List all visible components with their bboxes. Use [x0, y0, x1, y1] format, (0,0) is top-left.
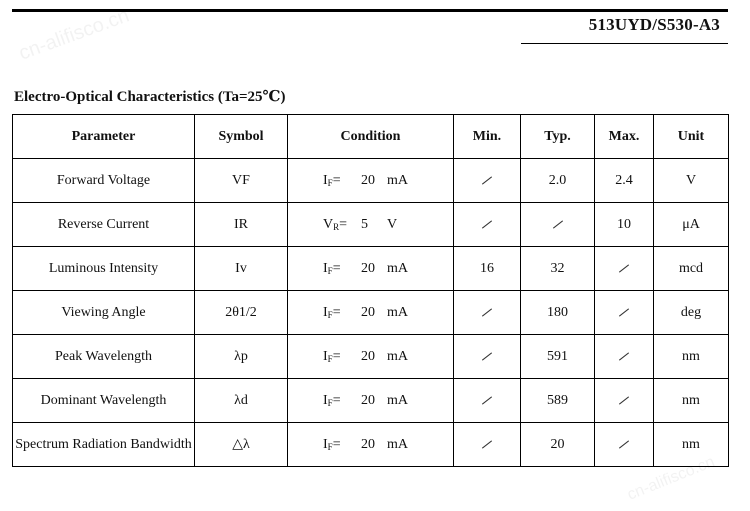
condition-unit: mA: [387, 392, 408, 408]
symbol-cell: △λ: [195, 423, 288, 467]
not-specified-slash: [482, 352, 492, 360]
typ-cell: 32: [521, 247, 595, 291]
column-header: Min.: [454, 115, 521, 159]
max-cell: [595, 379, 654, 423]
condition-unit: mA: [387, 436, 408, 452]
min-cell: [454, 335, 521, 379]
condition-symbol: [323, 349, 361, 365]
table-row: [13, 203, 729, 247]
not-specified-slash: [619, 308, 629, 316]
parameter-cell: Forward Voltage: [13, 159, 195, 203]
condition-variable: I: [323, 392, 328, 408]
condition-cell: [288, 423, 454, 467]
condition: [323, 437, 418, 453]
column-header: Unit: [654, 115, 729, 159]
condition-operator: =: [339, 216, 348, 232]
condition-operator: =: [332, 348, 341, 364]
condition: [323, 261, 418, 277]
unit-cell: nm: [654, 379, 729, 423]
watermark: cn-alifisco.cn: [16, 4, 133, 65]
parameter-cell: Spectrum Radiation Bandwidth: [13, 423, 195, 467]
condition-subscript: F: [327, 309, 333, 320]
parameter-cell: Peak Wavelength: [13, 335, 195, 379]
condition-unit: mA: [387, 260, 408, 276]
condition-subscript: F: [327, 441, 333, 452]
max-cell: 10: [595, 203, 654, 247]
condition-value: 20: [361, 436, 375, 452]
condition-cell: [288, 335, 454, 379]
symbol-cell: IR: [195, 203, 288, 247]
condition-value: 20: [361, 392, 375, 408]
condition-value: 20: [361, 304, 375, 320]
condition-symbol: [323, 217, 361, 233]
condition: [323, 393, 418, 409]
not-specified-slash: [619, 352, 629, 360]
condition-operator: =: [332, 304, 341, 320]
condition-variable: I: [323, 172, 328, 188]
typ-cell: 180: [521, 291, 595, 335]
table-row: [13, 335, 729, 379]
not-specified-slash: [482, 396, 492, 404]
not-specified-slash: [619, 396, 629, 404]
column-header: Typ.: [521, 115, 595, 159]
max-cell: [595, 247, 654, 291]
typ-cell: 591: [521, 335, 595, 379]
condition-subscript: R: [333, 221, 340, 232]
condition-symbol: [323, 393, 361, 409]
unit-cell: mcd: [654, 247, 729, 291]
not-specified-slash: [619, 264, 629, 272]
condition-unit: mA: [387, 348, 408, 364]
symbol-cell: Iv: [195, 247, 288, 291]
min-cell: [454, 379, 521, 423]
column-header: Condition: [288, 115, 454, 159]
condition-operator: =: [332, 436, 341, 452]
typ-cell: 589: [521, 379, 595, 423]
part-number-underline: [521, 43, 728, 44]
column-header: Max.: [595, 115, 654, 159]
min-cell: [454, 423, 521, 467]
part-number: 513UYD/S530-A3: [588, 15, 720, 34]
condition: [323, 349, 418, 365]
condition-symbol: [323, 173, 361, 189]
condition-value: 20: [361, 260, 375, 276]
symbol-cell: λd: [195, 379, 288, 423]
condition: [323, 305, 418, 321]
max-cell: [595, 291, 654, 335]
condition-value: 20: [361, 348, 375, 364]
condition-subscript: F: [327, 265, 333, 276]
symbol-cell: VF: [195, 159, 288, 203]
condition-cell: [288, 291, 454, 335]
symbol-cell: λp: [195, 335, 288, 379]
column-header: Symbol: [195, 115, 288, 159]
condition: [323, 217, 418, 233]
watermark: cn-alifisco.cn: [625, 453, 718, 504]
condition-symbol: [323, 305, 361, 321]
parameter-cell: Viewing Angle: [13, 291, 195, 335]
condition-variable: V: [323, 216, 334, 232]
min-cell: [454, 291, 521, 335]
not-specified-slash: [482, 220, 492, 228]
condition-variable: I: [323, 260, 328, 276]
parameter-cell: Dominant Wavelength: [13, 379, 195, 423]
condition-cell: [288, 203, 454, 247]
condition-operator: =: [332, 260, 341, 276]
unit-cell: V: [654, 159, 729, 203]
unit-cell: deg: [654, 291, 729, 335]
condition-unit: V: [387, 216, 398, 232]
typ-cell: [521, 203, 595, 247]
condition-subscript: F: [327, 353, 333, 364]
typ-cell: 20: [521, 423, 595, 467]
condition: [323, 173, 418, 189]
max-cell: [595, 423, 654, 467]
condition-operator: =: [332, 172, 341, 188]
condition-value: 5: [361, 216, 368, 232]
condition-cell: [288, 247, 454, 291]
not-specified-slash: [482, 440, 492, 448]
parameter-cell: Luminous Intensity: [13, 247, 195, 291]
column-header: Parameter: [13, 115, 195, 159]
table-row: [13, 423, 729, 467]
condition-subscript: F: [327, 177, 333, 188]
not-specified-slash: [552, 220, 562, 228]
max-cell: 2.4: [595, 159, 654, 203]
section-title: Electro-Optical Characteristics (Ta=25℃): [14, 89, 286, 105]
unit-cell: μA: [654, 203, 729, 247]
unit-cell: nm: [654, 423, 729, 467]
condition-variable: I: [323, 436, 328, 452]
not-specified-slash: [619, 440, 629, 448]
table-row: [13, 379, 729, 423]
symbol-cell: 2θ1/2: [195, 291, 288, 335]
condition-variable: I: [323, 304, 328, 320]
condition-variable: I: [323, 348, 328, 364]
condition-value: 20: [361, 172, 375, 188]
parameter-cell: Reverse Current: [13, 203, 195, 247]
condition-symbol: [323, 261, 361, 277]
condition-unit: mA: [387, 172, 408, 188]
table-row: [13, 159, 729, 203]
unit-cell: nm: [654, 335, 729, 379]
min-cell: [454, 159, 521, 203]
condition-symbol: [323, 437, 361, 453]
condition-cell: [288, 159, 454, 203]
table-header-row: [13, 115, 729, 159]
condition-cell: [288, 379, 454, 423]
min-cell: [454, 203, 521, 247]
condition-unit: mA: [387, 304, 408, 320]
condition-subscript: F: [327, 397, 333, 408]
typ-cell: 2.0: [521, 159, 595, 203]
condition-operator: =: [332, 392, 341, 408]
not-specified-slash: [482, 176, 492, 184]
table-row: [13, 291, 729, 335]
max-cell: [595, 335, 654, 379]
min-cell: 16: [454, 247, 521, 291]
table-row: [13, 247, 729, 291]
not-specified-slash: [482, 308, 492, 316]
electro-optical-table: [12, 114, 729, 467]
